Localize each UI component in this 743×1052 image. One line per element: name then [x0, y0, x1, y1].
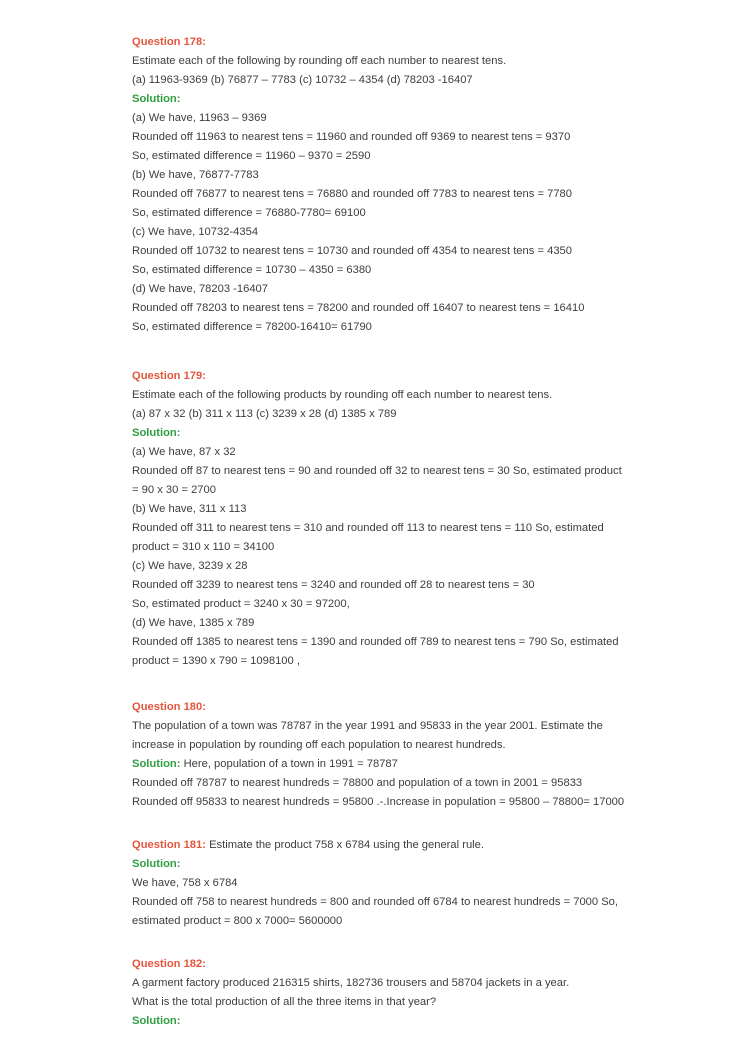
solution-line: So, estimated difference = 76880-7780= 69100: [132, 207, 366, 219]
question-prompt-line: What is the total production of all the three items in that year?: [132, 996, 437, 1008]
solution-line: Rounded off 758 to nearest hundreds = 800 and rounded off 6784 to nearest hundreds = 7000 So, estimated product = 800 x 7000= 5600000: [132, 896, 619, 927]
solution-line: So, estimated difference = 78200-16410= 61790: [132, 321, 372, 333]
solution-line: (c) We have, 10732-4354: [132, 226, 259, 238]
question-heading-182: Question 182:: [132, 958, 206, 970]
solution-line: We have, 758 x 6784: [132, 877, 238, 889]
solution-inline-text: Here, population of a town in 1991 = 78787: [180, 758, 398, 770]
solution-line: (a) We have, 11963 – 9369: [132, 112, 267, 124]
solution-heading-182: Solution:: [132, 1015, 181, 1027]
section-spacer: [132, 812, 625, 836]
section-spacer: [132, 337, 625, 367]
solution-line: Rounded off 78787 to nearest hundreds = 78800 and population of a town in 2001 = 95833: [132, 777, 583, 789]
solution-line: (a) We have, 87 x 32: [132, 446, 236, 458]
question-heading-179: Question 179:: [132, 370, 206, 382]
solution-paragraph-180: [132, 755, 625, 774]
solution-line: Rounded off 95833 to nearest hundreds = 95800 .-.Increase in population = 95800 – 78800= 17000: [132, 796, 625, 808]
solution-heading-179: Solution:: [132, 427, 181, 439]
solution-line: Rounded off 11963 to nearest tens = 11960 and rounded off 9369 to nearest tens = 9370: [132, 131, 571, 143]
solution-heading-180: Solution:: [132, 758, 181, 770]
question-prompt-line: The population of a town was 78787 in the year 1991 and 95833 in the year 2001. Estimate the increase in population by rounding off each population to nearest hundreds.: [132, 720, 603, 751]
solution-line: Rounded off 311 to nearest tens = 310 and rounded off 113 to nearest tens = 110 So, estimated product = 310 x 110 = 34100: [132, 522, 604, 553]
question-heading-181: Question 181:: [132, 839, 206, 851]
solution-line: So, estimated difference = 10730 – 4350 = 6380: [132, 264, 372, 276]
question-block-179: [132, 367, 625, 671]
solution-line: Rounded off 76877 to nearest tens = 76880 and rounded off 7783 to nearest tens = 7780: [132, 188, 572, 200]
solution-line: Rounded off 10732 to nearest tens = 10730 and rounded off 4354 to nearest tens = 4350: [132, 245, 572, 257]
solution-line: (d) We have, 78203 -16407: [132, 283, 268, 295]
section-spacer: [132, 931, 625, 955]
solution-line: (b) We have, 76877-7783: [132, 169, 259, 181]
solution-line: Rounded off 78203 to nearest tens = 78200 and rounded off 16407 to nearest tens = 16410: [132, 302, 585, 314]
solution-line: (d) We have, 1385 x 789: [132, 617, 255, 629]
document-content: [132, 33, 625, 1031]
question-block-182: [132, 955, 625, 1031]
question-block-178: [132, 33, 625, 337]
question-prompt-line: (a) 87 x 32 (b) 311 x 113 (c) 3239 x 28 (d) 1385 x 789: [132, 408, 397, 420]
solution-line: So, estimated product = 3240 x 30 = 97200,: [132, 598, 350, 610]
section-spacer: [132, 671, 625, 698]
solution-heading-181: Solution:: [132, 858, 181, 870]
question-heading-178: Question 178:: [132, 36, 206, 48]
question-inline-text: Estimate the product 758 x 6784 using the general rule.: [205, 839, 484, 851]
solution-line: (b) We have, 311 x 113: [132, 503, 247, 515]
solution-line: (c) We have, 3239 x 28: [132, 560, 248, 572]
question-paragraph-181: [132, 836, 625, 855]
question-prompt-line: (a) 11963-9369 (b) 76877 – 7783 (c) 10732 – 4354 (d) 78203 -16407: [132, 74, 473, 86]
question-block-180: [132, 698, 625, 812]
solution-line: Rounded off 3239 to nearest tens = 3240 and rounded off 28 to nearest tens = 30: [132, 579, 535, 591]
question-prompt-line: Estimate each of the following by rounding off each number to nearest tens.: [132, 55, 507, 67]
question-prompt-line: Estimate each of the following products by rounding off each number to nearest tens.: [132, 389, 553, 401]
solution-line: So, estimated difference = 11960 – 9370 = 2590: [132, 150, 371, 162]
question-prompt-line: A garment factory produced 216315 shirts, 182736 trousers and 58704 jackets in a year.: [132, 977, 570, 989]
solution-heading-178: Solution:: [132, 93, 181, 105]
question-heading-180: Question 180:: [132, 701, 206, 713]
solution-line: Rounded off 1385 to nearest tens = 1390 and rounded off 789 to nearest tens = 790 So, estimated product = 1390 x 790 = 1098100 ,: [132, 636, 619, 667]
solution-line: Rounded off 87 to nearest tens = 90 and rounded off 32 to nearest tens = 30 So, estimated product = 90 x 30 = 2700: [132, 465, 622, 496]
question-block-181: [132, 836, 625, 931]
